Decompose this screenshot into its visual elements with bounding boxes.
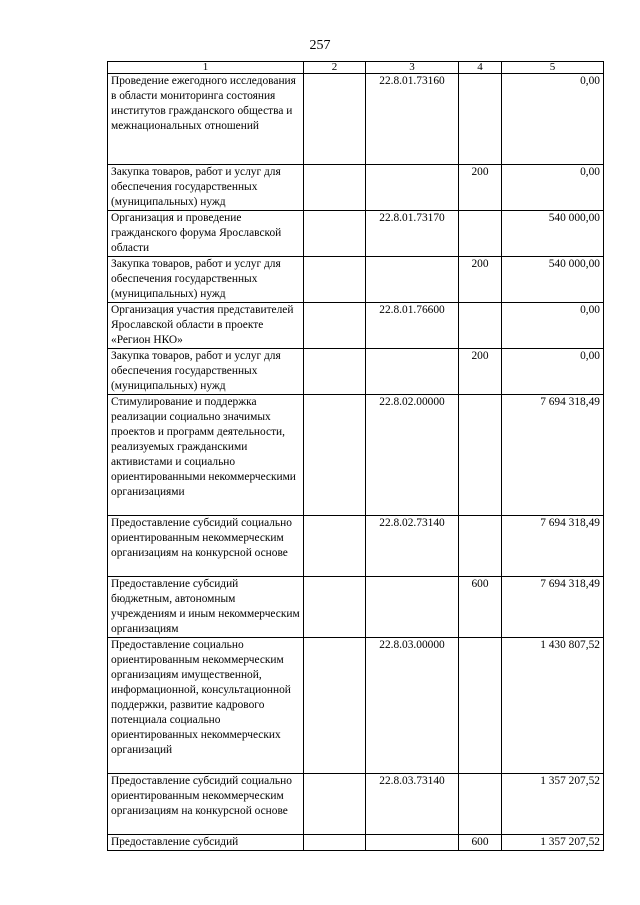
row-name: Предоставление субсидий социально ориентированным некоммерческим организациям на конкурсной основе: [108, 516, 304, 577]
table-row: [108, 835, 604, 851]
row-type: [459, 774, 502, 835]
row-code: [366, 577, 459, 638]
row-col2: [304, 349, 366, 395]
row-col2: [304, 165, 366, 211]
table-row: [108, 165, 604, 211]
row-col2: [304, 211, 366, 257]
column-header: 1: [108, 62, 304, 74]
row-amount: 7 694 318,49: [502, 516, 604, 577]
table-row: [108, 638, 604, 774]
row-amount: 7 694 318,49: [502, 395, 604, 516]
row-type: [459, 303, 502, 349]
row-amount: 1 430 807,52: [502, 638, 604, 774]
row-col2: [304, 395, 366, 516]
table-row: [108, 349, 604, 395]
row-name: Организация участия представителей Ярославской области в проекте «Регион НКО»: [108, 303, 304, 349]
row-type: [459, 395, 502, 516]
row-amount: 0,00: [502, 74, 604, 165]
table-row: [108, 774, 604, 835]
row-amount: 0,00: [502, 303, 604, 349]
table-row: [108, 577, 604, 638]
row-type: [459, 516, 502, 577]
row-code: 22.8.01.76600: [366, 303, 459, 349]
row-amount: 540 000,00: [502, 257, 604, 303]
table-row: [108, 395, 604, 516]
row-name: Предоставление субсидий бюджетным, автономным учреждениям и иным некоммерческим организациям: [108, 577, 304, 638]
row-code: [366, 835, 459, 851]
row-col2: [304, 257, 366, 303]
row-col2: [304, 516, 366, 577]
row-amount: 1 357 207,52: [502, 774, 604, 835]
row-col2: [304, 74, 366, 165]
table-row: [108, 303, 604, 349]
row-type: 200: [459, 165, 502, 211]
budget-table: [107, 61, 604, 851]
row-col2: [304, 835, 366, 851]
row-code: [366, 349, 459, 395]
row-code: 22.8.02.73140: [366, 516, 459, 577]
row-type: 600: [459, 577, 502, 638]
row-col2: [304, 303, 366, 349]
row-name: Закупка товаров, работ и услуг для обеспечения государственных (муниципальных) нужд: [108, 349, 304, 395]
page-number: 257: [309, 38, 331, 53]
row-col2: [304, 774, 366, 835]
row-code: 22.8.02.00000: [366, 395, 459, 516]
row-type: [459, 638, 502, 774]
row-type: 200: [459, 349, 502, 395]
table-row: [108, 74, 604, 165]
row-col2: [304, 577, 366, 638]
row-code: [366, 165, 459, 211]
table-header-row: [108, 62, 604, 74]
row-name: Предоставление субсидий: [108, 835, 304, 851]
column-header: 3: [366, 62, 459, 74]
row-name: Закупка товаров, работ и услуг для обеспечения государственных (муниципальных) нужд: [108, 165, 304, 211]
table-row: [108, 516, 604, 577]
row-amount: 0,00: [502, 165, 604, 211]
row-amount: 7 694 318,49: [502, 577, 604, 638]
row-code: 22.8.01.73170: [366, 211, 459, 257]
row-code: 22.8.01.73160: [366, 74, 459, 165]
column-header: 4: [459, 62, 502, 74]
row-amount: 1 357 207,52: [502, 835, 604, 851]
row-code: 22.8.03.73140: [366, 774, 459, 835]
row-name: Организация и проведение гражданского форума Ярославской области: [108, 211, 304, 257]
row-type: 600: [459, 835, 502, 851]
row-name: Закупка товаров, работ и услуг для обеспечения государственных (муниципальных) нужд: [108, 257, 304, 303]
row-name: Стимулирование и поддержка реализации социально значимых проектов и программ деятельности, реализуемых гражданскими активистами и социально ориентированными некоммерческими организациями: [108, 395, 304, 516]
row-code: 22.8.03.00000: [366, 638, 459, 774]
row-type: [459, 74, 502, 165]
row-name: Предоставление социально ориентированным некоммерческим организациям имущественной, информационной, консультационной поддержки, развитие кадрового потенциала социально ориентированных некоммерческих организаций: [108, 638, 304, 774]
row-name: Проведение ежегодного исследования в области мониторинга состояния институтов гражданского общества и межнациональных отношений: [108, 74, 304, 165]
table-row: [108, 211, 604, 257]
row-type: 200: [459, 257, 502, 303]
column-header: 5: [502, 62, 604, 74]
row-name: Предоставление субсидий социально ориентированным некоммерческим организациям на конкурсной основе: [108, 774, 304, 835]
column-header: 2: [304, 62, 366, 74]
row-amount: 0,00: [502, 349, 604, 395]
row-type: [459, 211, 502, 257]
table-row: [108, 257, 604, 303]
row-code: [366, 257, 459, 303]
row-amount: 540 000,00: [502, 211, 604, 257]
row-col2: [304, 638, 366, 774]
